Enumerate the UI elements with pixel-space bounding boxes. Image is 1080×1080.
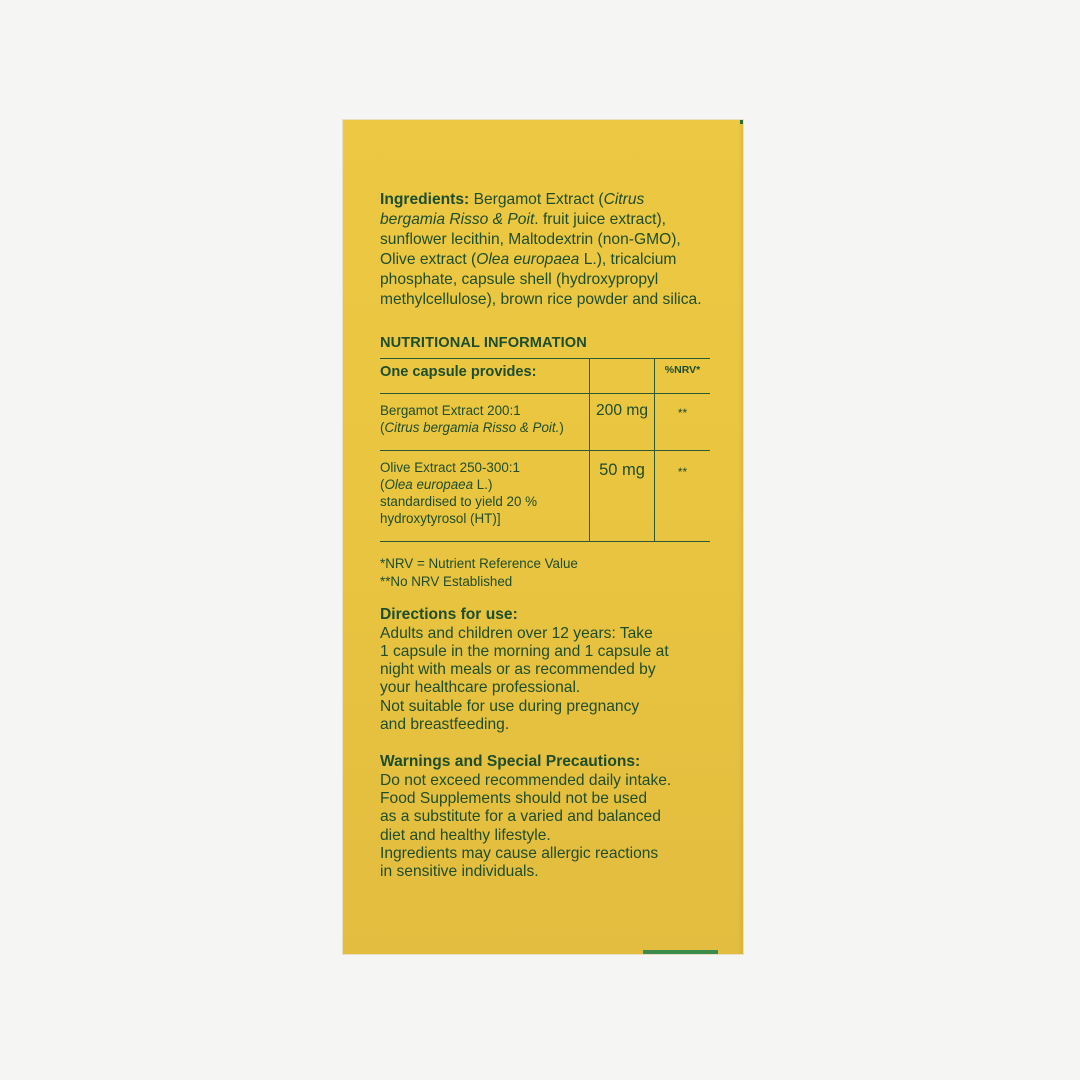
row-name-cell xyxy=(380,394,590,451)
panel-bottom-strip xyxy=(643,950,718,954)
row-name: Olive Extract 250-300:1 xyxy=(380,460,520,475)
header-nrv: %NRV* xyxy=(655,359,711,394)
footnote: **No NRV Established xyxy=(380,573,513,589)
row-amount-cell xyxy=(590,394,655,451)
directions-text xyxy=(380,625,710,735)
row-nrv-cell xyxy=(655,394,711,451)
directions-title: Directions for use: xyxy=(380,606,518,623)
panel-top-mark xyxy=(740,120,743,124)
ingredients-part: L.), tricalcium phosphate, capsule shell (hydroxypropyl methylcellulose), brown rice powder and silica. xyxy=(380,251,702,308)
ingredients-part: . fruit juice extract), sunflower lecithin, Maltodextrin (non-GMO), Olive extract ( xyxy=(380,211,681,268)
directions-line: 1 capsule in the morning and 1 capsule at xyxy=(380,642,669,660)
ingredients-latin: Citrus bergamia Risso & Poit xyxy=(380,191,645,228)
warnings-line: Ingredients may cause allergic reactions xyxy=(380,844,659,862)
nutrition-table xyxy=(380,358,710,542)
warnings-line: in sensitive individuals. xyxy=(380,863,539,881)
table-row xyxy=(380,451,710,542)
row-name-cell xyxy=(380,451,590,542)
directions-line: Adults and children over 12 years: Take xyxy=(380,624,653,642)
directions-line: your healthcare professional. xyxy=(380,679,581,697)
directions-line: Not suitable for use during pregnancy xyxy=(380,697,640,715)
row-amount: 50 mg xyxy=(599,461,645,479)
warnings-text xyxy=(380,772,710,882)
warnings-line: Do not exceed recommended daily intake. xyxy=(380,771,672,789)
row-nrv-cell xyxy=(655,451,711,542)
table-header-row xyxy=(380,359,710,394)
row-latin: (Citrus bergamia Risso & Poit.) xyxy=(380,420,564,435)
directions-line: and breastfeeding. xyxy=(380,715,510,733)
ingredients-text xyxy=(380,190,710,310)
panel-edge-shade xyxy=(738,120,743,954)
warnings-line: Food Supplements should not be used xyxy=(380,790,648,808)
warnings-title: Warnings and Special Precautions: xyxy=(380,753,641,771)
row-detail: hydroxytyrosol (HT)] xyxy=(380,511,501,526)
header-label: One capsule provides: xyxy=(380,359,590,394)
row-detail: standardised to yield 20 % xyxy=(380,494,538,509)
row-nrv: ** xyxy=(677,465,688,479)
header-amount xyxy=(590,359,655,394)
directions-line: night with meals or as recommended by xyxy=(380,661,656,679)
nutrition-heading: NUTRITIONAL INFORMATION xyxy=(380,335,587,351)
product-label-panel xyxy=(343,120,743,954)
row-amount: 200 mg xyxy=(595,402,648,419)
nrv-footnotes xyxy=(380,555,710,590)
row-amount-cell xyxy=(590,451,655,542)
warnings-line: as a substitute for a varied and balanced xyxy=(380,808,661,826)
ingredients-label: Ingredients: xyxy=(380,191,470,208)
row-latin: (Olea europaea L.) xyxy=(380,477,493,492)
row-name: Bergamot Extract 200:1 xyxy=(380,403,521,418)
footnote: *NRV = Nutrient Reference Value xyxy=(380,556,578,571)
warnings-line: diet and healthy lifestyle. xyxy=(380,826,551,844)
ingredients-part: Bergamot Extract ( xyxy=(469,191,604,208)
table-row xyxy=(380,394,710,451)
ingredients-latin: Olea europaea xyxy=(476,251,580,268)
row-nrv: ** xyxy=(677,406,688,420)
label-content xyxy=(380,190,710,882)
